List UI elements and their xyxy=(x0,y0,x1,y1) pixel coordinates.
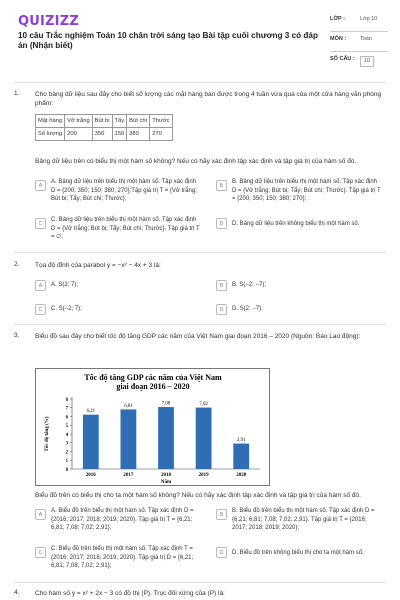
option-text: B. S(−2; −7); xyxy=(232,282,267,288)
option-text: D. Biểu đồ trên không biểu thị cho ta một hàm số. xyxy=(232,550,364,556)
table-cell: Tẩy xyxy=(112,115,127,128)
meta-label: LỚP : xyxy=(330,16,345,22)
chart-svg xyxy=(36,369,271,487)
option-text: C. Bảng dữ liệu trên biểu thị một hàm số. Tập xác định D = {Vở trắng; Bút bi; Tẩy; Bút chì; Thước}. Tập giá trị T = ∅; xyxy=(51,217,200,240)
option-badge[interactable]: C xyxy=(35,304,46,315)
table-cell: Số lượng xyxy=(36,128,65,141)
question-text: Biểu đồ sau đây cho biết tốc độ tăng GDP các năm của Việt Nam giai đoạn 2016 – 2020 (Nguồn: Báo Lao động): xyxy=(35,333,361,340)
y-tick-label: 8 xyxy=(65,397,68,403)
meta-value: 10 xyxy=(360,56,374,67)
y-tick-label: 2 xyxy=(65,450,68,456)
divider xyxy=(14,582,386,583)
option-badge[interactable]: A xyxy=(35,509,46,520)
table-cell: 270 xyxy=(150,128,172,141)
y-tick-label: 5 xyxy=(65,424,68,430)
y-tick-label: 7 xyxy=(65,406,68,412)
data-table xyxy=(35,114,173,141)
question-number: 3. xyxy=(14,332,20,339)
quizizz-logo[interactable]: QUIZIZZ xyxy=(18,14,79,29)
chart-subtitle: giai đoạn 2016 – 2020 xyxy=(116,382,190,391)
y-axis-label: Tốc độ tăng (%) xyxy=(45,416,50,452)
table-cell: 150 xyxy=(112,128,127,141)
y-tick-label: 0 xyxy=(65,467,68,473)
meta-row-class xyxy=(330,12,388,32)
meta-label: SỐ CÂU : xyxy=(330,56,355,62)
gdp-chart xyxy=(35,368,270,486)
divider xyxy=(14,252,386,253)
document-title: 10 câu Trắc nghiệm Toán 10 chân trời sáng tạo Bài tập cuối chương 3 có đáp án (Nhận biết) xyxy=(18,31,318,50)
option-badge[interactable]: C xyxy=(35,547,46,558)
bar-2017 xyxy=(121,409,137,469)
divider xyxy=(14,82,386,83)
bar-2018 xyxy=(158,407,174,469)
question-text: Cho bảng dữ liệu sau đây cho biết số lượng các mặt hàng bán được trong 4 tuần vừa qua của một cửa hàng văn phòng phẩm: xyxy=(35,91,382,107)
option-text: D. Bảng dữ liệu trên không biểu thị một hàm số. xyxy=(232,221,360,227)
option-text: A. Biểu đồ trên biểu thị một hàm số. Tập xác định D = {2016; 2017; 2018; 2019; 2020}. Tập giá trị T = {6,21; 6,81; 7,08; 7,02; 2,91}; xyxy=(51,508,194,531)
table-cell: Mặt hàng xyxy=(36,115,65,128)
x-tick-label: 2016 xyxy=(85,473,96,478)
option-text: D. S(2; −7). xyxy=(232,306,263,312)
option-badge[interactable]: B xyxy=(216,509,227,520)
question-text: Cho hàm số y = x² + 2x − 3 có đồ thị (P). Trục đối xứng của (P) là: xyxy=(35,590,225,597)
meta-value: Toán xyxy=(360,36,372,42)
data-label: 2,91 xyxy=(236,438,246,444)
document-header xyxy=(0,0,400,78)
table-cell: Bút bi xyxy=(92,115,112,128)
question-prompt: Biểu đồ trên có biểu thị cho ta một hàm số không? Nếu có hãy xác định tập xác định và tập giá trị của hàm số đó. xyxy=(35,492,361,499)
table-cell: Bút chì xyxy=(127,115,150,128)
x-tick-label: 2020 xyxy=(236,473,247,478)
question-text: Tọa độ đỉnh của parabol y = −x² − 4x + 3 là: xyxy=(35,262,161,269)
table-row xyxy=(36,128,173,141)
option-text: B. Bảng dữ liệu trên biểu thị một hàm số. Tập xác định D = {Vở trắng; Bút bi; Tẩy; Bút chì; Thước}. Tập giá trị T = {200; 350; 150; 380; 270}; xyxy=(232,179,381,202)
data-label: 6,81 xyxy=(124,403,133,409)
option-badge[interactable]: B xyxy=(216,180,227,191)
data-label: 7,02 xyxy=(199,402,208,408)
table-cell: 350 xyxy=(92,128,112,141)
data-label: 7,08 xyxy=(161,401,171,407)
option-badge[interactable]: D xyxy=(216,218,227,229)
table-cell: Vở trắng xyxy=(65,115,93,128)
option-badge[interactable]: C xyxy=(35,218,46,229)
table-cell: 200 xyxy=(65,128,93,141)
option-badge[interactable]: D xyxy=(216,547,227,558)
x-tick-label: 2018 xyxy=(161,473,171,478)
option-text: A. Bảng dữ liệu trên biểu thị một hàm số. Tập xác định D = {200; 350; 150; 380; 270};Tập giá trị T = {Vở trắng; Bút bi; Tẩy; Bút chì; Thước}; xyxy=(51,179,197,202)
meta-value: Lớp 10 xyxy=(360,16,378,22)
table-row xyxy=(36,115,173,128)
table-cell: Thước xyxy=(150,115,172,128)
meta-info-box xyxy=(330,12,388,72)
y-tick-label: 6 xyxy=(65,415,68,421)
option-badge[interactable]: A xyxy=(35,180,46,191)
question-number: 4. xyxy=(14,589,20,596)
option-text: A. S(2; 7); xyxy=(51,282,79,288)
option-text: C. Biểu đồ trên biểu thị một hàm số. Tập xác định T = {2016; 2017; 2018; 2019; 2020}. Tập giá trị D = {6,21; 6,81; 7,08; 7,02; 2,91}; xyxy=(51,546,194,569)
data-label: 6,21 xyxy=(86,409,96,415)
meta-row-count xyxy=(330,52,388,72)
bar-2019 xyxy=(196,408,212,469)
option-badge[interactable]: B xyxy=(216,280,227,291)
table-cell: 380 xyxy=(127,128,150,141)
chart-title: Tốc độ tăng GDP các năm của Việt Nam xyxy=(84,373,222,382)
meta-row-subject xyxy=(330,32,388,52)
meta-label: MÔN : xyxy=(330,36,347,42)
option-text: B. Biểu đồ trên biểu thị một hàm số. Tập xác định D = {6,21; 6,81; 7,08; 7,02; 2,91}. Tập giá trị T = {2016; 2017; 2018; 2019; 2020}; xyxy=(232,508,375,531)
y-tick-label: 1 xyxy=(65,459,68,465)
question-prompt: Bảng dữ liệu trên có biểu thị một hàm số không? Nếu có hãy xác định tập xác định và tập giá trị của hàm số đó. xyxy=(35,158,357,165)
question-number: 2. xyxy=(14,261,20,268)
option-text: C. S(−2; 7); xyxy=(51,306,82,312)
bar-2016 xyxy=(83,415,99,469)
x-tick-label: 2019 xyxy=(198,473,209,478)
option-badge[interactable]: A xyxy=(35,280,46,291)
x-tick-label: 2017 xyxy=(123,473,134,478)
option-badge[interactable]: D xyxy=(216,304,227,315)
bar-2020 xyxy=(233,444,249,469)
y-tick-label: 3 xyxy=(65,441,68,447)
y-tick-label: 4 xyxy=(65,432,68,438)
divider xyxy=(14,324,386,325)
x-axis-label: Năm xyxy=(160,480,172,485)
question-number: 1. xyxy=(14,90,20,97)
